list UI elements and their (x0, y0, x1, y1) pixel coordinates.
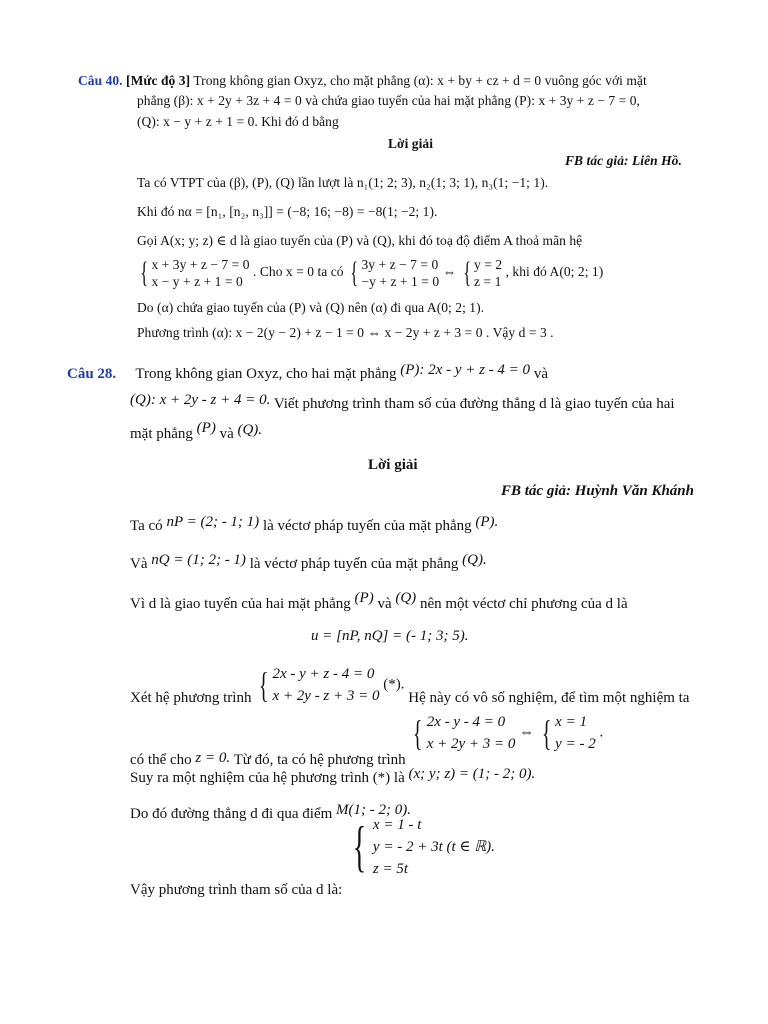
q40-step6: Phương trình (α): x − 2(y − 2) + z − 1 = 0 ⇔ x − 2y + z + 3 = 0 . Vậy d = 3 . (137, 325, 554, 340)
q28-row2 (130, 552, 487, 573)
q28-dot: . (599, 724, 604, 741)
q28-sysB-row: 2x - y - 4 = 0 (426, 714, 506, 730)
q28-plane-q: (Q). (237, 422, 263, 438)
q28-author: FB tác giả: Huỳnh Văn Khánh (501, 483, 694, 499)
q28-sysC-row: x = 1 (555, 714, 587, 730)
q28-plane-q-equation: (Q): x + 2y - z + 4 = 0. (130, 392, 271, 408)
q28-system-a (255, 663, 379, 707)
q40-step2: Khi đó nα = [n₁, [n₂, n₃]] = (−8; 16; −8) = −8(1; −2; 1). (137, 204, 438, 219)
q28-normal-q: nQ = (1; 2; - 1) (151, 552, 246, 568)
q28-sysB-row: x + 2y + 3 = 0 (426, 736, 516, 752)
q40-step3: Gọi A(x; y; z) ∈ d là giao tuyến của (P) và (Q), khi đó toạ độ điểm A thoả mãn hệ (137, 233, 583, 248)
q28-sysC-row: y = - 2 (555, 736, 596, 752)
brace-icon: { (140, 256, 149, 289)
q28-r2c: (Q). (462, 552, 487, 568)
q28-r7b: M(1; - 2; 0). (336, 802, 412, 818)
q28-sysA-row: 2x - y + z - 4 = 0 (272, 666, 375, 682)
q28-and: và (219, 426, 234, 442)
q28-row1 (130, 514, 499, 535)
equiv-symbol: ⇔ (519, 724, 535, 741)
q40-sys3-row: z = 1 (474, 274, 502, 289)
q40-line1 (78, 73, 647, 89)
q40-line3: (Q): x − y + z + 1 = 0. Khi đó d bằng (137, 114, 339, 129)
q28-r7a: Do đó đường thẳng d đi qua điểm (130, 806, 333, 822)
q28-row6 (130, 766, 536, 787)
q28-line2 (130, 392, 675, 413)
q28-system-b (409, 711, 515, 755)
q28-r1b: là véctơ pháp tuyến của mặt phẳng (262, 518, 472, 534)
brace-icon: { (259, 665, 269, 705)
q40-label: Câu 40. (78, 73, 123, 88)
q40-sys3-row: y = 2 (474, 257, 503, 272)
q28-sysA-row: x + 2y - z + 3 = 0 (272, 688, 380, 704)
q40-sys1-row: x − y + z + 1 = 0 (151, 274, 243, 289)
q40-step4-text-b: , khi đó A(0; 2; 1) (505, 264, 604, 280)
q40-step4 (137, 256, 603, 290)
q40-sys2-row: 3y + z − 7 = 0 (361, 257, 439, 272)
q40-solution-title: Lời giải (388, 136, 434, 151)
q28-z0: z = 0. (195, 750, 231, 767)
brace-icon: { (350, 256, 359, 289)
q28-sysD-row: x = 1 - t (372, 817, 422, 833)
q28-plane-p-equation: (P): 2x - y + z - 4 = 0 (400, 362, 531, 378)
q28-sysD-row: y = - 2 + 3t (t ∈ ℝ). (372, 839, 495, 855)
q28-r3a: Vì d là giao tuyến của hai mặt phẳng (130, 596, 351, 612)
q40-intro: Trong không gian Oxyz, cho mặt phẳng (α): x + by + cz + d = 0 vuông góc với mặt (193, 73, 647, 88)
q40-line2: phẳng (β): x + 2y + 3z + 4 = 0 và chứa giao tuyến của hai mặt phẳng (P): x + 3y + z − 7 = 0, (137, 93, 640, 108)
q28-star: (*). (383, 676, 405, 693)
q40-sys1-row: x + 3y + z − 7 = 0 (151, 257, 250, 272)
brace-icon: { (352, 816, 367, 878)
brace-icon: { (413, 713, 423, 753)
q28-solution-title: Lời giải (368, 457, 418, 473)
q28-sysD-row: z = 5t (372, 861, 409, 877)
q28-intro-c: Viết phương trình tham số của đường thẳng d là giao tuyến của hai (273, 396, 675, 412)
q28-row4 (130, 663, 689, 707)
q28-r2a: Và (130, 556, 148, 572)
q28-r3b: (P) (354, 590, 374, 606)
q28-r1c: (P). (475, 514, 499, 530)
q40-step1: Ta có VTPT của (β), (P), (Q) lần lượt là n₁(1; 2; 3), n₂(1; 3; 1), n₃(1; −1; 1). (137, 175, 549, 190)
brace-icon: { (462, 256, 471, 289)
q28-system-d (346, 814, 495, 880)
q28-row5 (130, 711, 604, 769)
q28-plane-p: (P) (196, 420, 216, 436)
q28-r1a: Ta có (130, 518, 163, 534)
q28-r6a: Suy ra một nghiệm của hệ phương trình (*) là (130, 770, 405, 786)
q40-level: [Mức độ 3] (126, 73, 191, 88)
q28-line3 (130, 420, 263, 443)
q28-direction-vector: u = [nP, nQ] = (- 1; 3; 5). (311, 628, 469, 644)
q28-label: Câu 28. (67, 366, 117, 382)
q28-r8a: Vậy phương trình tham số của d là: (130, 882, 343, 899)
brace-icon: { (541, 713, 552, 753)
q28-r3d: (Q) (395, 590, 417, 606)
q40-system-1 (137, 256, 250, 290)
q40-step5: Do (α) chứa giao tuyến của (P) và (Q) nên (α) đi qua A(0; 2; 1). (137, 300, 485, 315)
q28-r5a: có thể cho (130, 752, 192, 769)
q28-r2b: là véctơ pháp tuyến của mặt phẳng (249, 556, 459, 572)
q40-system-3 (460, 256, 503, 290)
q28-row3 (130, 590, 628, 613)
q28-r5b: Từ đó, ta có hệ phương trình (233, 752, 406, 769)
q28-intro-a: Trong không gian Oxyz, cho hai mặt phẳng (135, 366, 397, 382)
q28-system-c (538, 711, 596, 755)
equiv-symbol: ⇔ (442, 264, 457, 280)
q28-r3e: nên một véctơ chỉ phương của d là (419, 596, 628, 612)
q40-step4-text-a: . Cho x = 0 ta có (253, 264, 344, 280)
q28-r3c: và (377, 596, 392, 612)
q28-normal-p: nP = (2; - 1; 1) (166, 514, 260, 530)
q28-r4a: Xét hệ phương trình (130, 690, 252, 707)
q28-line1 (67, 362, 548, 383)
q40-system-2 (347, 256, 439, 290)
q28-row8 (130, 816, 495, 899)
q28-r4b: Hệ này có vô số nghiệm, để tìm một nghiệm ta (408, 690, 690, 707)
q28-intro-d: mặt phẳng (130, 426, 193, 442)
q40-sys2-row: −y + z + 1 = 0 (361, 274, 440, 289)
q28-r6b: (x; y; z) = (1; - 2; 0). (408, 766, 536, 782)
q40-author: FB tác giả: Liên Hồ. (565, 153, 682, 168)
q28-intro-b: và (533, 366, 548, 382)
